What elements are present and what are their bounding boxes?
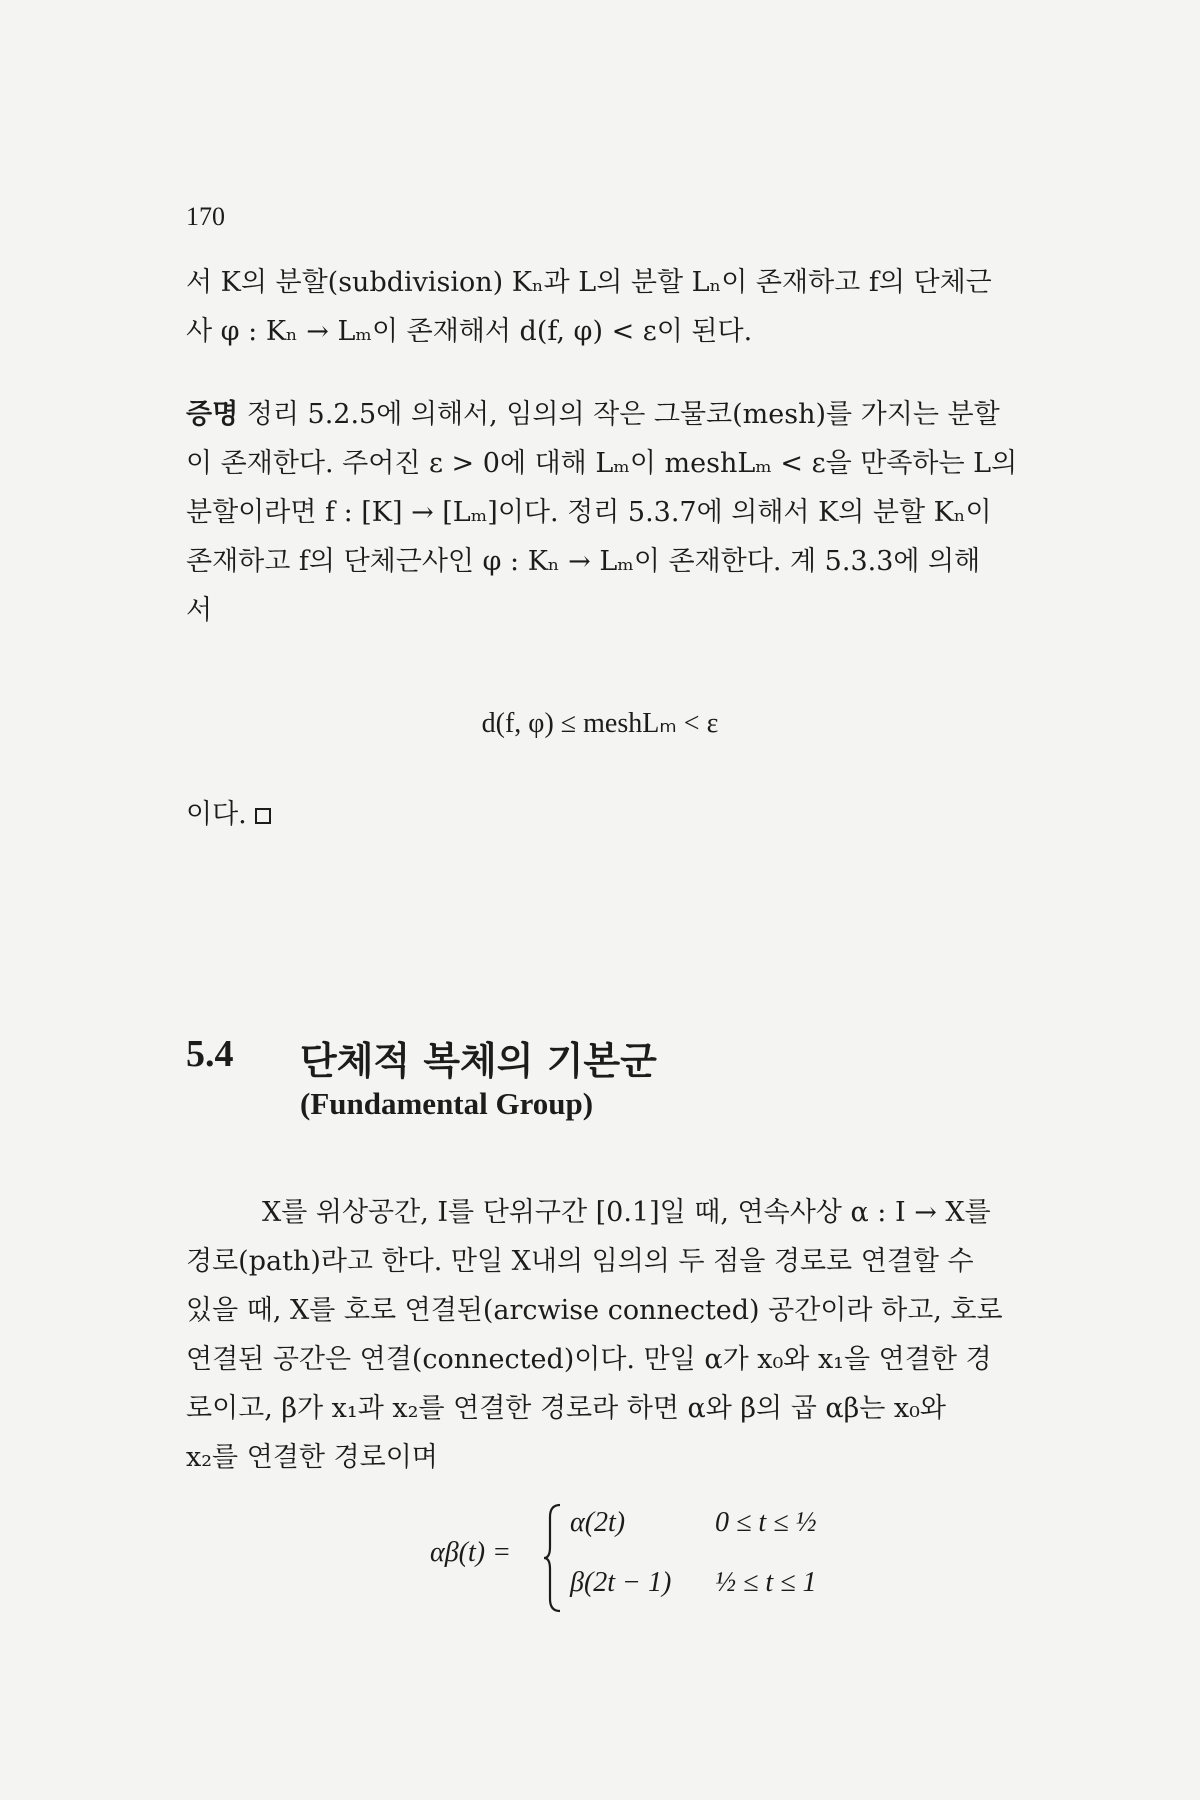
body-paragraph bbox=[186, 1188, 1066, 1482]
text-line: 서 K의 분할(subdivision) Kₙ과 L의 분할 Lₙ이 존재하고 f의 단체근 bbox=[186, 267, 992, 298]
theorem-tail bbox=[186, 258, 1066, 356]
left-brace-icon bbox=[542, 1503, 562, 1613]
text-line: 분할이라면 f : [K] → [Lₘ]이다. 정리 5.3.7에 의해서 K의 분할 Kₙ이 bbox=[186, 497, 992, 528]
proof-ending bbox=[186, 790, 1066, 839]
text-line: 사 φ : Kₙ → Lₘ이 존재해서 d(f, φ) < ε이 된다. bbox=[186, 316, 753, 347]
display-equation: d(f, φ) ≤ meshLₘ < ε bbox=[481, 708, 719, 739]
proof-paragraph bbox=[186, 390, 1066, 635]
text-line: 로이고, β가 x₁과 x₂를 연결한 경로라 하면 α와 β의 곱 αβ는 x₀와 bbox=[186, 1393, 946, 1424]
text-line: 존재하고 f의 단체근사인 φ : Kₙ → Lₘ이 존재한다. 계 5.3.3에 의해 bbox=[186, 546, 981, 577]
proof-label: 증명 bbox=[186, 399, 239, 430]
text-line: 있을 때, X를 호로 연결된(arcwise connected) 공간이라 하고, 호로 bbox=[186, 1295, 1003, 1326]
section-title: 단체적 복체의 기본군 bbox=[300, 1038, 657, 1083]
section-subtitle: (Fundamental Group) bbox=[300, 1086, 594, 1121]
case-1-expression: α(2t) bbox=[570, 1507, 626, 1538]
text-line: x₂를 연결한 경로이며 bbox=[186, 1442, 438, 1473]
case-1-condition: 0 ≤ t ≤ ½ bbox=[715, 1507, 817, 1538]
qed-square-icon bbox=[255, 808, 271, 824]
text-line: 이다. bbox=[186, 799, 247, 830]
piecewise-lhs: αβ(t) = bbox=[430, 1537, 511, 1568]
case-2-condition: ½ ≤ t ≤ 1 bbox=[715, 1567, 817, 1598]
text-line: 경로(path)라고 한다. 만일 X내의 임의의 두 점을 경로로 연결할 수 bbox=[186, 1246, 974, 1277]
piecewise-definition bbox=[430, 1495, 870, 1615]
text-line: 서 bbox=[186, 595, 213, 626]
text-line: X를 위상공간, I를 단위구간 [0.1]일 때, 연속사상 α : I → X를 bbox=[262, 1197, 991, 1228]
text-line: 정리 5.2.5에 의해서, 임의의 작은 그물코(mesh)를 가지는 분할 bbox=[246, 399, 1000, 430]
page-number: 170 bbox=[186, 202, 225, 231]
text-line: 이 존재한다. 주어진 ε > 0에 대해 Lₘ이 meshLₘ < ε을 만족하는 L의 bbox=[186, 448, 1018, 479]
section-number: 5.4 bbox=[186, 1033, 234, 1075]
text-line: 연결된 공간은 연결(connected)이다. 만일 α가 x₀와 x₁을 연결한 경 bbox=[186, 1344, 992, 1375]
case-2-expression: β(2t − 1) bbox=[570, 1567, 672, 1598]
